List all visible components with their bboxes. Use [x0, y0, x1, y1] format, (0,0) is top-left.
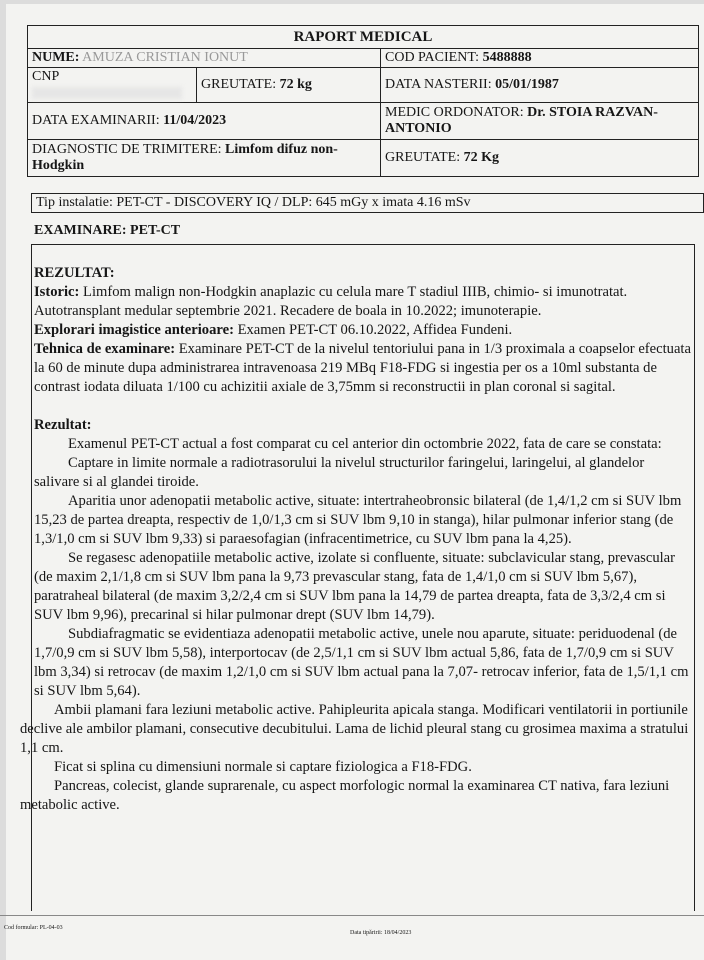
- findings-paragraph-1: Examenul PET-CT actual a fost comparat cu cel anterior din octombrie 2022, fata de care se constata:: [68, 436, 662, 452]
- history-text: Limfom malign non-Hodgkin anaplazic cu celula mare T stadiul IIIB, chimio- si imunotratat.: [83, 284, 628, 300]
- diagnosis-value: Limfom difuz non-Hodgkin: [32, 142, 338, 173]
- patient-name-cell: [28, 49, 381, 68]
- cnp-label: CNP: [32, 69, 59, 84]
- findings-paragraph-6: Ambii plamani fara leziuni metabolic active. Pahipleurita apicala stanga. Modificari ventilatorii in portiunile declive ale ambilor plamani, consecutive decubitului. Lama de lichid pleural stang cu grosimea maxima a stratului 1,1 cm.: [20, 702, 689, 756]
- physician-value: Dr. STOIA RAZVAN-ANTONIO: [385, 105, 658, 136]
- physician-cell: [381, 103, 699, 140]
- patient-code-label: COD PACIENT:: [385, 50, 480, 65]
- exam-date-label: DATA EXAMINARII:: [32, 113, 160, 128]
- findings-paragraph-8: Pancreas, colecist, glande suprarenale, cu aspect morfologic normal la examinarea CT nativa, fara leziuni metabolic active.: [20, 778, 670, 813]
- findings-paragraph-2: Captare in limite normale a radiotrasorului la nivelul structurilor faringelui, laringelui, al glandelor salivare si al glandei tiroide.: [34, 455, 645, 490]
- physician-label: MEDIC ORDONATOR:: [385, 105, 524, 120]
- report-content: [20, 264, 692, 815]
- findings-paragraph-7: Ficat si splina cu dimensiuni normale si captare fiziologica a F18-FDG.: [54, 759, 472, 775]
- form-code: Cod formular: PL-04-03: [4, 925, 63, 931]
- name-label: NUME:: [32, 50, 80, 65]
- cnp-redacted: [32, 87, 182, 99]
- diagnosis-label: DIAGNOSTIC DE TRIMITERE:: [32, 142, 222, 157]
- birth-date-cell: [381, 68, 699, 103]
- results-heading: Rezultat:: [34, 417, 92, 433]
- technique-label: Tehnica de examinare:: [34, 341, 176, 357]
- cnp-cell: [28, 68, 197, 103]
- technique-text: Examinare PET-CT de la nivelul tentoriului pana in 1/3 proximala a coapselor efectuata la 60 de minute dupa administrarea intravenoasa 219 MBq F18-FDG si ingestia per os a 10ml substanta de contrast iodata diluata 1/100 cu achizitii axiale de 3,75mm si reconstructii in plan coronal si sagital.: [34, 341, 691, 395]
- birth-date-label: DATA NASTERII:: [385, 77, 492, 92]
- findings-paragraph-4: Se regasesc adenopatiile metabolic active, izolate si confluente, situate: subclavicular stang, prevascular (de maxim 2,1/1,8 cm si SUV lbm pana la 9,73 prevascular stang, fata de 1,4/1,0 cm si SUV lbm 5,67), paratraheal bilateral (de maxim 3,2/2,4 cm si SUV lbm pana la 14,79 de partea dreapta, fata de 3,3/2,4 cm si SUV lbm 9,96), precarinal si hilar pulmonar drept (SUV lbm 14,79).: [34, 550, 676, 623]
- prior-imaging-text: Examen PET-CT 06.10.2022, Affidea Fundeni.: [237, 322, 513, 338]
- weight-cell: [197, 68, 381, 103]
- birth-date-value: 05/01/1987: [495, 77, 559, 92]
- exam-date-cell: [28, 103, 381, 140]
- history-label: Istoric:: [34, 284, 80, 300]
- name-value: AMUZA CRISTIAN IONUT: [82, 50, 248, 65]
- weight-label: GREUTATE:: [201, 77, 277, 92]
- patient-code-cell: [381, 49, 699, 68]
- patient-header-table: [27, 25, 699, 177]
- weight2-cell: [381, 140, 699, 177]
- exam-date-value: 11/04/2023: [163, 113, 227, 128]
- weight-value: 72 kg: [279, 77, 312, 92]
- findings-paragraph-5: Subdiafragmatic se evidentiaza adenopatii metabolic active, unele nou aparute, situate: periduodenal (de 1,7/0,9 cm si SUV lbm 5,58), interportocav (de 2,5/1,1 cm si SUV lbm actual 5,86, fata de 1,7/0,9 cm si SUV lbm 3,34) si retrocav (de maxim 1,2/1,0 cm si SUV lbm actual pana la 7,07- retrocav inferior, fata de 1,5/1,1 cm si SUV lbm 5,64).: [34, 626, 689, 699]
- footer-divider: [0, 915, 704, 916]
- findings-paragraph-3: Aparitia unor adenopatii metabolic active, situate: intertraheobronsic bilateral (de 1,4/1,2 cm si SUV lbm 15,23 de partea dreapta, respectiv de 1,0/1,3 cm si SUV lbm 9,10 in stanga), hilar pulmonar inferior stang (de 1,3/1,0 cm si SUV lbm 9,33) si paraesofagian (infracentimetrice, cu SUV lbm pana la 4,25).: [34, 493, 682, 547]
- exam-title: EXAMINARE: PET-CT: [34, 223, 181, 238]
- print-date: Data tipăririi: 18/04/2023: [350, 930, 412, 936]
- patient-code-value: 5488888: [482, 50, 532, 65]
- weight2-value: 72 Kg: [463, 150, 499, 165]
- diagnosis-cell: [28, 140, 381, 177]
- prior-imaging-label: Explorari imagistice anterioare:: [34, 322, 234, 338]
- autotransplant-text: Autotransplant medular septembrie 2021. Recadere de boala in 10.2022; imunoterapie.: [34, 303, 542, 319]
- report-title: RAPORT MEDICAL: [28, 26, 699, 49]
- installation-info: Tip instalatie: PET-CT - DISCOVERY IQ / DLP: 645 mGy x imata 4.16 mSv: [31, 193, 704, 213]
- weight2-label: GREUTATE:: [385, 150, 461, 165]
- rezultat-heading: REZULTAT:: [34, 265, 115, 281]
